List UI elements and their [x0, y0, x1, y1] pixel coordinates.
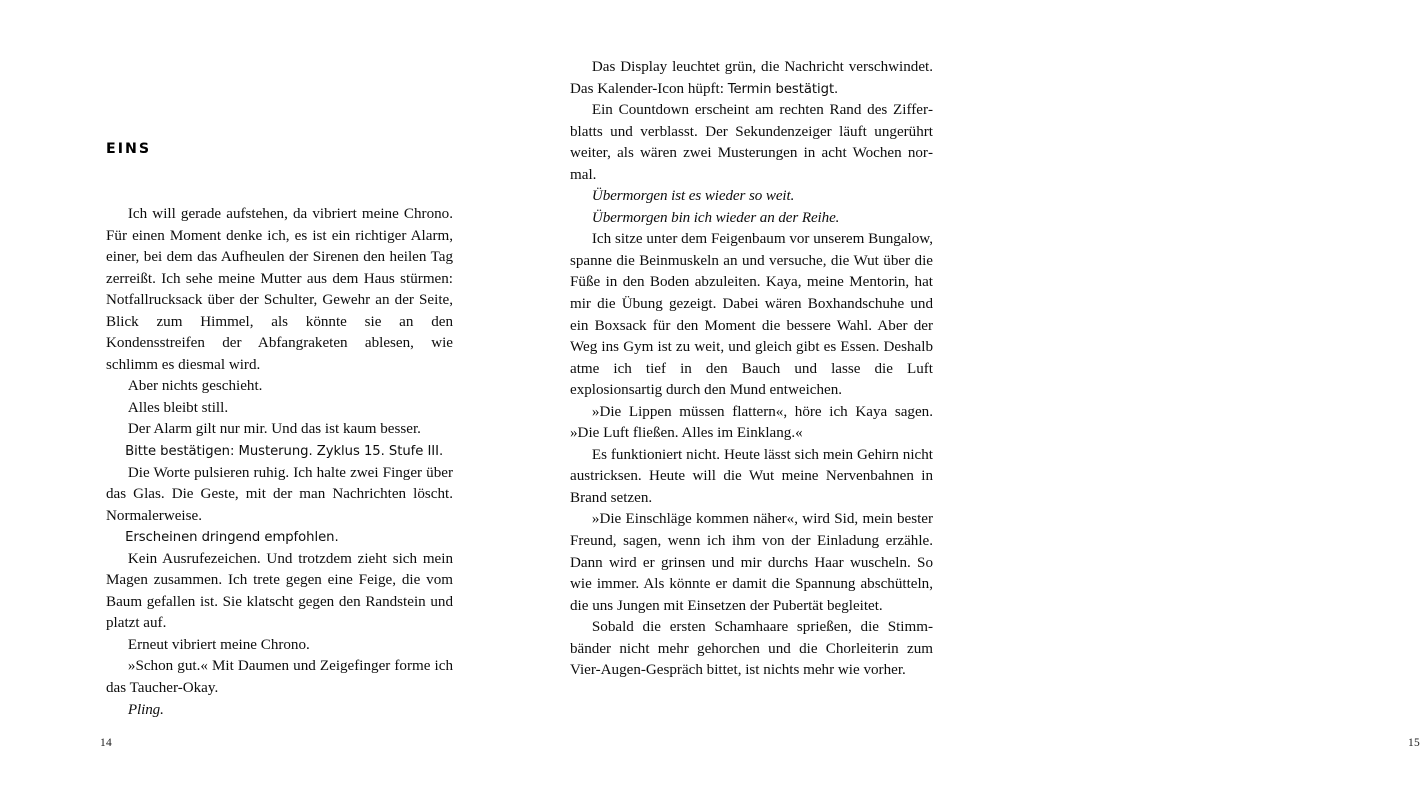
paragraph: Aber nichts geschieht. — [127, 378, 263, 395]
italic-paragraph: Pling. — [127, 701, 164, 718]
paragraph: »Die Lippen müssen flattern«, höre ich Kaya sagen. »Die Luft fließen. Alles im Einklang.« — [570, 403, 933, 442]
paragraph: Kein Ausrufezeichen. Und trotzdem zieht sich mein Magen zusammen. Ich trete gegen eine Feige, die vom Baum gefallen ist. Sie klatscht gegen den Randstein und platzt auf. — [106, 550, 453, 632]
chapter-heading: EINS — [106, 141, 152, 157]
paragraph: Der Alarm gilt nur mir. Und das ist kaum besser. — [127, 421, 421, 438]
paragraph: Ich will gerade aufstehen, da vibriert meine Chrono. Für einen Moment denke ich, es ist ein richtiger Alarm, einer, bei dem das Aufheulen der Sirenen den heilen Tag zerreißt. Ich sehe meine Mutter aus dem Haus stürmen: Notfallrucksack über der Schulter, Gewehr an der Seite, Blick zum Himmel, als könnte sie an den Kondensstreifen der Abfangraketen ablesen, wie schlimm es diesmal wird. — [106, 206, 453, 373]
page-left — [0, 0, 510, 812]
italic-paragraph: Übermorgen bin ich wieder an der Reihe. — [591, 209, 840, 226]
device-message-inline: Termin bestätigt. — [727, 81, 839, 97]
italic-paragraph: Übermorgen ist es wieder so weit. — [591, 188, 795, 205]
paragraph: Ich sitze unter dem Feigenbaum vor unserem Bungalow, spanne die Beinmuskeln an und versuche, die Wut über die Füße in den Boden abzuleiten. Kaya, meine Mentorin, hat mir die Übung gezeigt. Dabei wären Boxhandschuhe und ein Boxsack für den Moment die bessere Wahl. Aber der Weg ins Gym ist zu weit, und gleich gibt es Essen. Deshalb atme ich tief in den Bauch und lasse die Luft explosionsartig durch den Mund entweichen. — [570, 231, 933, 399]
text-column-left — [106, 140, 453, 721]
paragraph-text-serif: Das Display leuchtet grün, die Nachricht verschwindet. Das Kalender-Icon hüpft: — [570, 59, 933, 97]
paragraph: Ein Countdown erscheint am rechten Rand des Zifferblatts und verblasst. Der Sekundenzeiger läuft ungerührt weiter, als wären zwei Musterungen in acht Wochen normal. — [570, 102, 933, 183]
text-column-right — [570, 57, 933, 682]
paragraph — [570, 57, 933, 100]
paragraph: Erneut vibriert meine Chrono. — [127, 636, 310, 653]
page-number-left: 14 — [100, 737, 112, 749]
page-right — [510, 0, 1420, 812]
page-number-right: 15 — [1408, 737, 1420, 749]
paragraph: »Die Einschläge kommen näher«, wird Sid, mein bester Freund, sagen, wenn ich ihm von der Einladung erzähle. Dann wird er grinsen und mir durchs Haar wuscheln. So wie immer. Als könnte er damit die Spannung abschütteln, die uns Jungen mit Einsetzen der Pubertät begleitet. — [570, 511, 933, 614]
paragraph: Die Worte pulsieren ruhig. Ich halte zwei Finger über das Glas. Die Geste, mit der man Nachrichten löscht. Normalerweise. — [106, 464, 453, 524]
device-message-paragraph: Bitte bestätigen: Musterung. Zyklus 15. Stufe III. — [125, 444, 444, 460]
paragraph: Sobald die ersten Schamhaare sprießen, die Stimmbänder nicht mehr gehorchen und die Chorleiterin zum Vier-Augen-Gespräch bittet, ist nichts mehr wie vorher. — [570, 619, 933, 679]
paragraph: »Schon gut.« Mit Daumen und Zeigefinger forme ich das Taucher-Okay. — [106, 658, 453, 697]
paragraph: Alles bleibt still. — [127, 399, 229, 416]
device-message-paragraph: Erscheinen dringend empfohlen. — [125, 530, 339, 546]
paragraph: Es funktioniert nicht. Heute lässt sich mein Gehirn nicht austricksen. Heute will die Wut meine Nervenbahnen in Brand setzen. — [570, 446, 933, 506]
